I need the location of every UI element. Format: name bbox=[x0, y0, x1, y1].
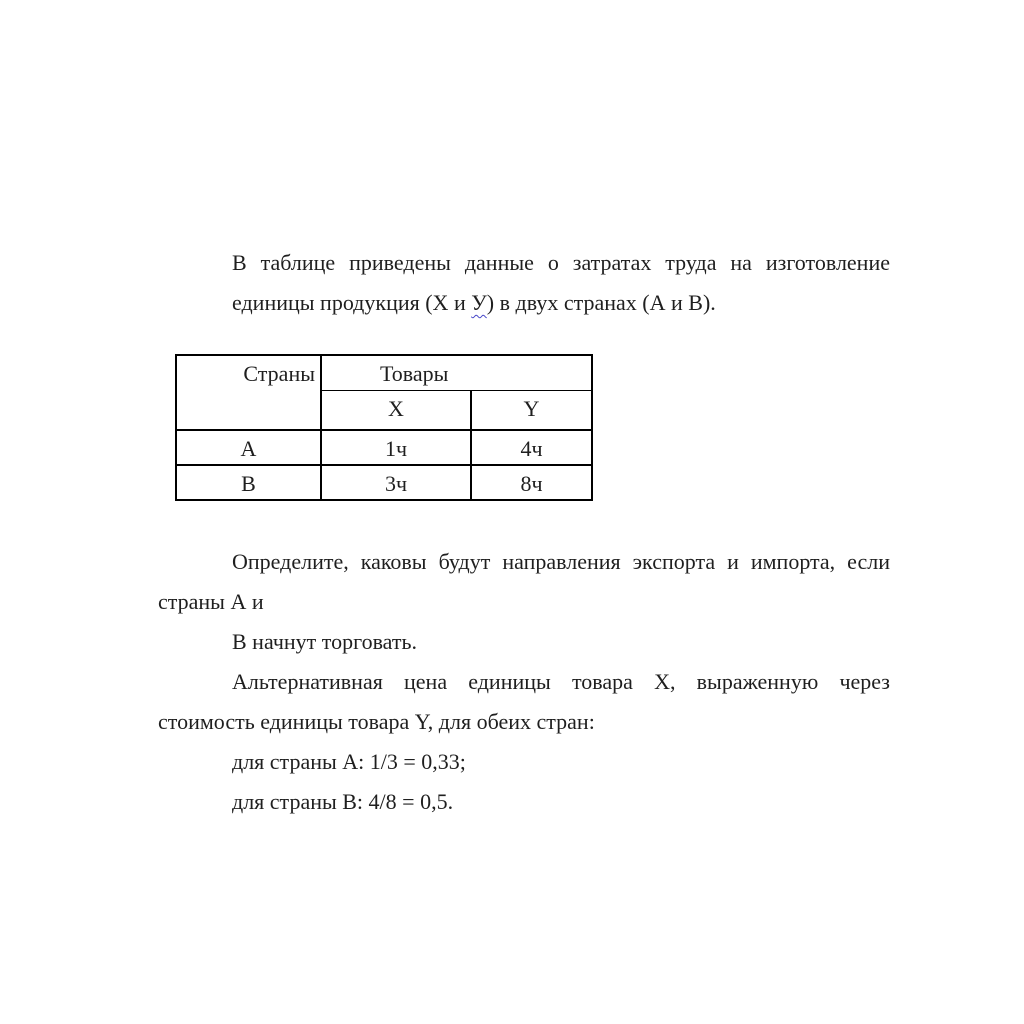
table-row-country-a bbox=[176, 430, 592, 465]
alt-price-intro-paragraph: Альтернативная цена единицы товара X, выраженную через стоимость единицы товара Y, для обеих стран: bbox=[158, 669, 890, 734]
table-group-header-goods: Товары bbox=[321, 355, 592, 390]
question-paragraph: Определите, каковы будут направления экспорта и импорта, если страны А и bbox=[158, 549, 890, 614]
grammar-flagged-word: У bbox=[471, 290, 487, 315]
table-corner-header-countries: Страны bbox=[176, 355, 321, 430]
country-b-calculation: для страны В: 4/8 = 0,5. bbox=[232, 789, 454, 814]
table-header-row bbox=[176, 355, 592, 390]
cell-country-b-good-x: 3ч bbox=[321, 465, 471, 500]
country-a-calculation: для страны А: 1/3 = 0,33; bbox=[232, 749, 466, 774]
table-row-country-b bbox=[176, 465, 592, 500]
table-column-header-x: X bbox=[321, 390, 471, 430]
intro-paragraph bbox=[232, 243, 890, 323]
cell-country-b-good-y: 8ч bbox=[471, 465, 592, 500]
table-column-header-y: Y bbox=[471, 390, 592, 430]
cell-country-b: В bbox=[176, 465, 321, 500]
intro-text-after: ) в двух странах (А и В). bbox=[486, 290, 716, 315]
cell-country-a: А bbox=[176, 430, 321, 465]
question-continuation-paragraph: В начнут торговать. bbox=[232, 629, 418, 654]
document-content bbox=[158, 243, 890, 822]
labor-cost-table bbox=[175, 354, 593, 501]
cell-country-a-good-x: 1ч bbox=[321, 430, 471, 465]
cell-country-a-good-y: 4ч bbox=[471, 430, 592, 465]
intro-text-before: В таблице приведены данные о затратах труда на изготовление единицы продукция (X и bbox=[232, 250, 890, 315]
